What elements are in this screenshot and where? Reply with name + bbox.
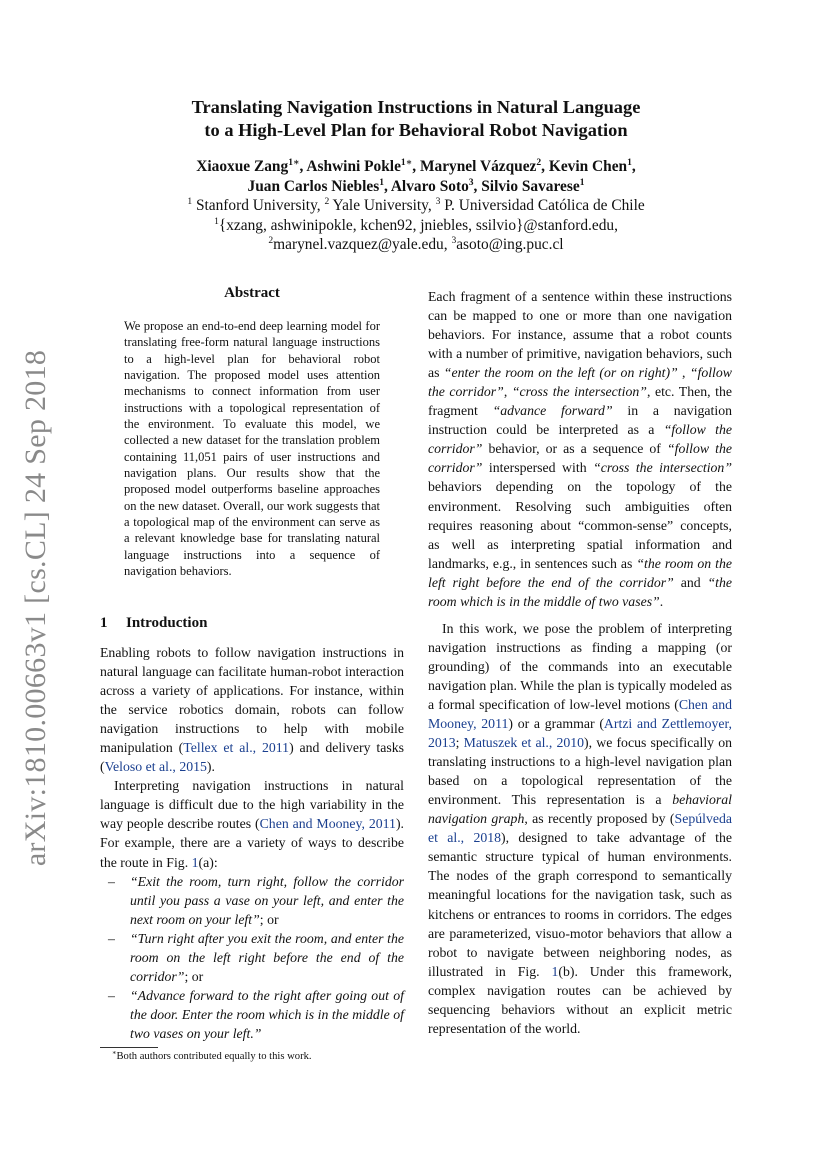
arxiv-identifier: arXiv:1810.00663v1 [cs.CL] 24 Sep 2018 — [19, 349, 52, 867]
author-names-line-2: Juan Carlos Niebles$^1$, Alvaro Soto$^3$, Silvio Savarese$^1$ — [247, 176, 585, 195]
list-item: – “Advance forward to the right after going out of the door. Enter the room which is in the middle of two vases on your left.” — [108, 987, 404, 1041]
author-name: Silvio Savarese — [481, 177, 580, 195]
figure-ref-link[interactable]: 1 — [191, 854, 199, 870]
citation-link[interactable]: Sepúlveda et al., 2018 — [428, 811, 732, 846]
author-name: Kevin Chen — [548, 158, 628, 175]
author-name: Alvaro Soto — [390, 177, 469, 195]
author-block — [110, 157, 722, 255]
footnote — [112, 1050, 312, 1063]
citation-link[interactable]: Matuszek et al., 2010 — [463, 735, 585, 751]
right-column — [428, 287, 732, 1038]
email-line-2: $^2$marynel.vazquez@yale.edu, $^3$asoto@ing.puc.cl — [268, 234, 564, 253]
affiliations: $^1$ Stanford University, $^2$ Yale University, $^3$ P. Universidad Católica de Chile — [187, 195, 645, 214]
citation-link[interactable]: Artzi and Zettlemoyer, 2013 — [428, 716, 732, 751]
example-instructions-list — [100, 872, 404, 1043]
citation-link[interactable]: Chen and Mooney, 2011 — [428, 696, 733, 732]
title-line-1: Translating Navigation Instructions in Natural Language — [191, 97, 641, 117]
title-line-2: to a High-Level Plan for Behavioral Robot Navigation — [204, 120, 628, 140]
section-number: 1 — [100, 615, 108, 631]
author-name: Ashwini Pokle — [306, 158, 401, 175]
footnote-divider — [100, 1047, 158, 1048]
right-paragraph-2: In this work, we pose the problem of interpreting navigation instructions as finding a mapping (or grounding) of the commands into an executable navigation plan. While the plan is typically modeled as a formal specification of low-level motions (Chen and Mooney, 2011) or a grammar (Artzi and Zettlemoyer, 2013; Matuszek et al., 2010), we focus specifically on translating instructions to a high-level navigation plan based on a topological representation of the environment. This representation is a behavioral navigation graph, as recently proposed by (Sepúlveda et al., 2018), designed to take advantage of the semantic structure typical of human environments. The nodes of the graph correspond to semantically meaningful locations for the navigation task, such as kitchens or entrances to rooms in corridors. The edges are parameterized, visuo-motor behaviors that allow a robot to navigate between neighboring nodes, as illustrated in Fig. 1(b). Under this framework, complex navigation routes can be achieved by sequencing behaviors without an explicit metric representation of the world. — [428, 620, 733, 1036]
footnote-text: Both authors contributed equally to this work. — [116, 1051, 312, 1062]
list-item: – “Turn right after you exit the room, and enter the room on the left right before the end of the corridor”; or — [108, 930, 404, 984]
arxiv-sidebar-stamp — [16, 349, 56, 867]
figure-ref-link[interactable]: 1 — [551, 963, 559, 979]
author-name: Xiaoxue Zang — [196, 158, 289, 175]
paper-title — [110, 96, 722, 142]
section-heading — [100, 615, 207, 632]
author-name: Marynel Vázquez — [419, 158, 537, 175]
intro-paragraph-1: Enabling robots to follow navigation instructions in natural language can facilitate human-robot interaction across a variety of applications. For instance, within the service robotics domain, robots can follow navigation instructions to help with mobile manipulation (Tellex et al., 2011) and delivery tasks (Veloso et al., 2015). — [100, 645, 404, 775]
abstract-body: We propose an end-to-end deep learning model for translating free-form natural language instructions to a high-level plan for behavioral robot navigation. The proposed model uses attention mechanisms to connect information from user instructions with a topological representation of the environment. To evaluate this model, we collected a new dataset for the translation problem containing 11,051 pairs of user instructions and navigation plans. Our results show that the proposed model outperforms baseline approaches on the new dataset. Overall, our work suggests that a topological map of the environment can serve as a relevant knowledge base for translating natural language instructions into a sequence of navigation behaviors. — [124, 319, 380, 579]
author-name: Juan Carlos Niebles — [247, 177, 380, 195]
email-line-1: $^1${xzang, ashwinipokle, kchen92, jniebles, ssilvio}@stanford.edu, — [214, 215, 618, 234]
citation-link[interactable]: Chen and Mooney, 2011 — [259, 816, 396, 832]
author-names-line-1: Xiaoxue Zang$^{1∗}$, Ashwini Pokle$^{1∗}$, Marynel Vázquez$^2$, Kevin Chen$^1$, — [196, 156, 636, 175]
list-item: – “Exit the room, turn right, follow the corridor until you pass a vase on your left, and enter the next room on your left”; or — [108, 873, 404, 927]
intro-paragraph-2: Interpreting navigation instructions in natural language is difficult due to the high variability in the way people describe routes (Chen and Mooney, 2011). For example, there are a variety of ways to describe the route in Fig. 1(a): — [100, 778, 404, 870]
intro-left-column — [100, 643, 404, 1043]
citation-link[interactable]: Veloso et al., 2015 — [104, 759, 207, 775]
footnote-mark: ∗ — [112, 1049, 117, 1057]
abstract-heading: Abstract — [224, 285, 280, 301]
citation-link[interactable]: Tellex et al., 2011 — [183, 740, 290, 756]
section-title: Introduction — [126, 615, 208, 631]
right-paragraph-1: Each fragment of a sentence within these instructions can be mapped to one or more than one navigation behaviors. For instance, assume that a robot counts with a number of primitive, navigation behaviors, such as “enter the room on the left (or on right)” , “follow the corridor”, “cross the intersection”, etc. Then, the fragment “advance forward” in a navigation instruction could be interpreted as a “follow the corridor” behavior, or as a sequence of “follow the corridor” interspersed with “cross the intersection” behaviors depending on the topology of the environment. Resolving such ambiguities often requires reasoning about “common-sense” concepts, as well as interpreting spatial information and landmarks, e.g., in sentences such as “the room on the left right before the end of the corridor” and “the room which is in the middle of two vases”. — [428, 289, 733, 609]
